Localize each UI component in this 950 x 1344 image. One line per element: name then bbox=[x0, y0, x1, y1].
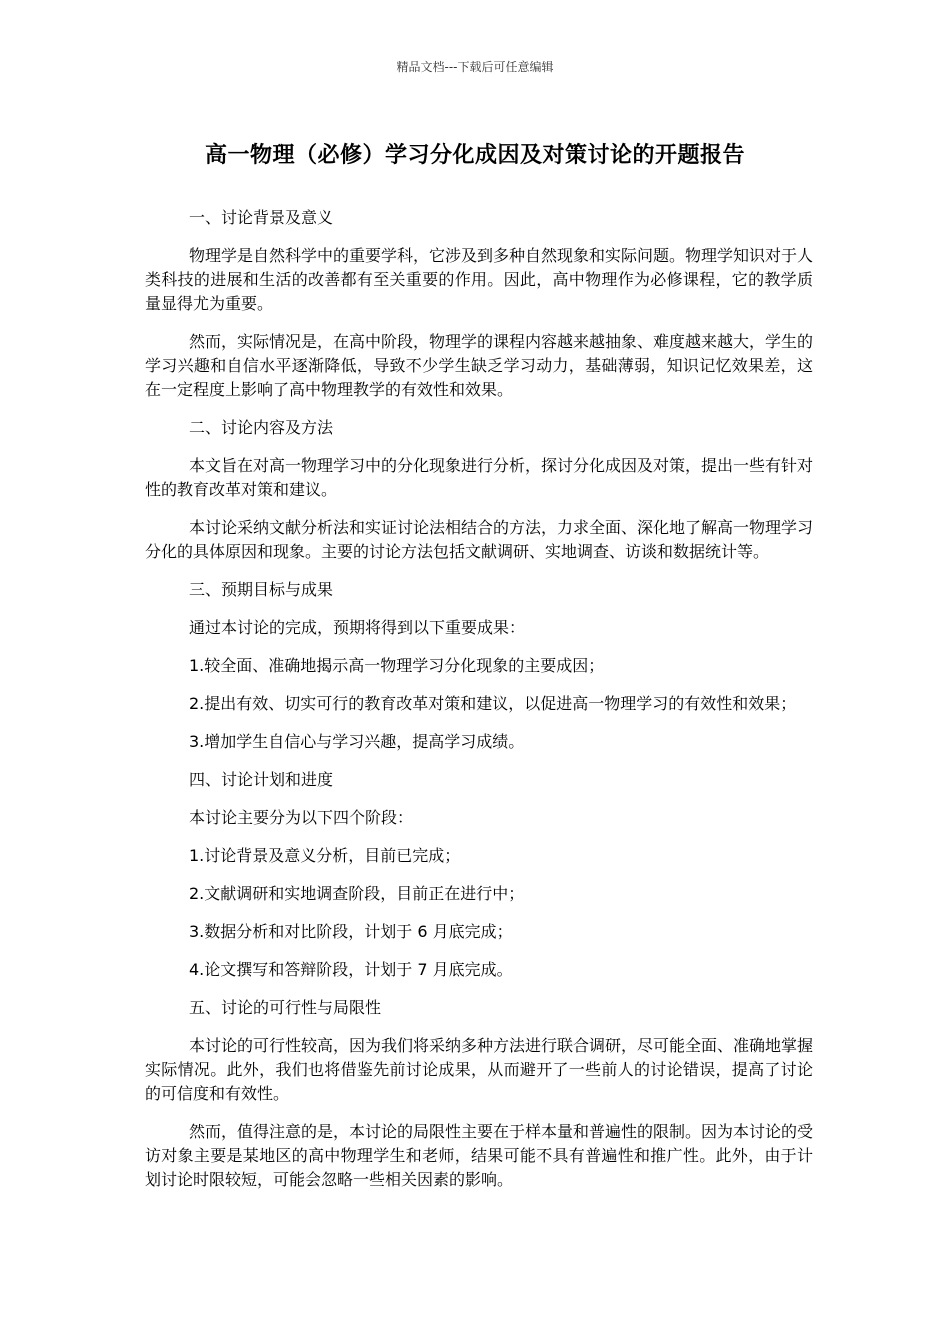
list-item-goal-1: 1.较全面、准确地揭示高一物理学习分化现象的主要成因； bbox=[189, 656, 605, 675]
paragraph-content-2: 本讨论采纳文献分析法和实证讨论法相结合的方法，力求全面、深化地了解高一物理学习分化的具体原因和现象。主要的讨论方法包括文献调研、实地调查、访谈和数据统计等。 bbox=[145, 518, 814, 561]
paragraph-feasibility-2: 然而，值得注意的是，本讨论的局限性主要在于样本量和普遍性的限制。因为本讨论的受访对象主要是某地区的高中物理学生和老师，结果可能不具有普遍性和推广性。此外，由于计划讨论时限较短，可能会忽略一些相关因素的影响。 bbox=[145, 1122, 814, 1189]
list-item-goal-2: 2.提出有效、切实可行的教育改革对策和建议，以促进高一物理学习的有效性和效果； bbox=[189, 694, 797, 713]
paragraph-background-2: 然而，实际情况是，在高中阶段，物理学的课程内容越来越抽象、难度越来越大，学生的学习兴趣和自信水平逐渐降低，导致不少学生缺乏学习动力，基础薄弱，知识记忆效果差，这在一定程度上影响了高中物理教学的有效性和效果。 bbox=[145, 332, 814, 399]
paragraph-background-1: 物理学是自然科学中的重要学科，它涉及到多种自然现象和实际问题。物理学知识对于人类科技的进展和生活的改善都有至关重要的作用。因此，高中物理作为必修课程，它的教学质量显得尤为重要。 bbox=[145, 246, 814, 313]
section-heading-goals: 三、预期目标与成果 bbox=[189, 580, 334, 599]
section-heading-feasibility: 五、讨论的可行性与局限性 bbox=[189, 998, 382, 1017]
paragraph-content-1: 本文旨在对高一物理学习中的分化现象进行分析，探讨分化成因及对策，提出一些有针对性的教育改革对策和建议。 bbox=[145, 456, 814, 499]
list-item-stage-2: 2.文献调研和实地调查阶段，目前正在进行中； bbox=[189, 884, 525, 903]
list-item-stage-4: 4.论文撰写和答辩阶段，计划于 7 月底完成。 bbox=[189, 960, 513, 979]
document-body bbox=[145, 206, 813, 1206]
list-item-goal-3: 3.增加学生自信心与学习兴趣，提高学习成绩。 bbox=[189, 732, 525, 751]
section-heading-background: 一、讨论背景及意义 bbox=[189, 208, 334, 227]
paragraph-plan-intro: 本讨论主要分为以下四个阶段： bbox=[189, 808, 414, 827]
page-header: 精品文档---下载后可任意编辑 bbox=[396, 60, 554, 74]
list-item-stage-1: 1.讨论背景及意义分析，目前已完成； bbox=[189, 846, 461, 865]
paragraph-feasibility-1: 本讨论的可行性较高，因为我们将采纳多种方法进行联合调研，尽可能全面、准确地掌握实际情况。此外，我们也将借鉴先前讨论成果，从而避开了一些前人的讨论错误，提高了讨论的可信度和有效性。 bbox=[145, 1036, 814, 1103]
section-heading-content-method: 二、讨论内容及方法 bbox=[189, 418, 334, 437]
paragraph-goals-intro: 通过本讨论的完成，预期将得到以下重要成果： bbox=[189, 618, 526, 637]
section-heading-plan: 四、讨论计划和进度 bbox=[189, 770, 334, 789]
document-title: 高一物理（必修）学习分化成因及对策讨论的开题报告 bbox=[204, 143, 745, 168]
list-item-stage-3: 3.数据分析和对比阶段，计划于 6 月底完成； bbox=[189, 922, 513, 941]
